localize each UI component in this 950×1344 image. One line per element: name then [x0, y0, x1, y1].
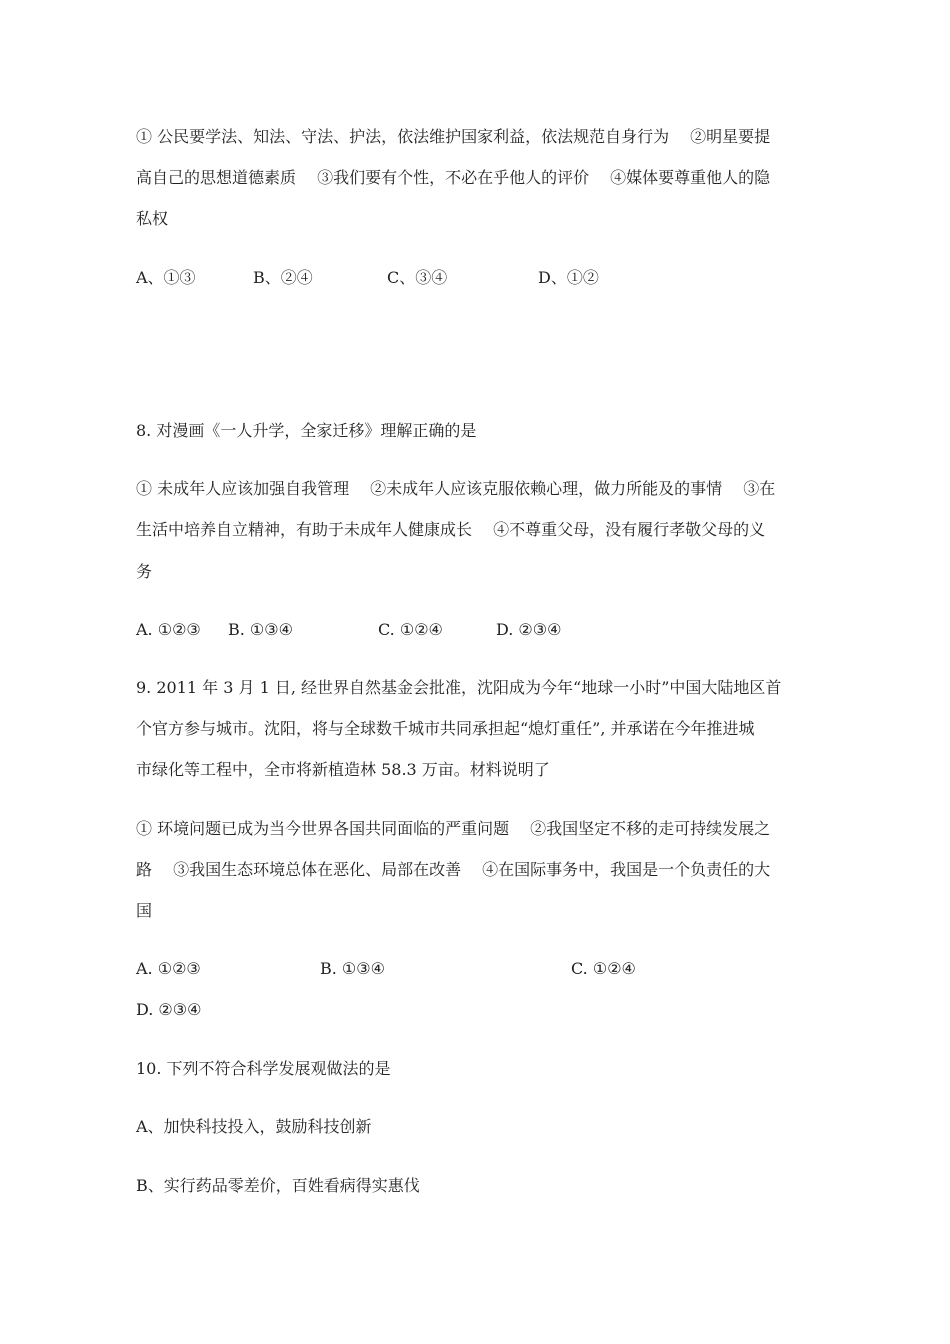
option-a: A、加快科技投入，鼓励科技创新: [136, 1117, 372, 1136]
statement-line: 路 ③我国生态环境总体在恶化、局部在改善 ④在国际事务中，我国是一个负责任的大: [136, 860, 771, 879]
option-b: B. ①③④: [228, 620, 293, 639]
statement-line: ① 公民要学法、知法、守法、护法，依法维护国家利益，依法规范自身行为 ②明星要提: [136, 127, 771, 146]
statement-line: 私权: [136, 209, 169, 228]
option-a: A. ①②③: [136, 620, 201, 639]
option-a: A、①③: [136, 268, 196, 287]
statement-line: 高自己的思想道德素质 ③我们要有个性，不必在乎他人的评价 ④媒体要尊重他人的隐: [136, 168, 771, 187]
option-b: B、②④: [253, 268, 313, 287]
option-b: B. ①③④: [320, 959, 385, 978]
question-stem: 市绿化等工程中，全市将新植造林 58.3 万亩。材料说明了: [136, 760, 550, 779]
statement-line: 务: [136, 562, 153, 581]
question-stem: 10. 下列不符合科学发展观做法的是: [136, 1059, 391, 1078]
statement-line: 国: [136, 901, 153, 920]
option-d: D. ②③④: [136, 1000, 202, 1019]
statement-line: ① 未成年人应该加强自我管理 ②未成年人应该克服依赖心理，做力所能及的事情 ③在: [136, 479, 776, 498]
option-d: D、①②: [538, 268, 599, 287]
option-b: B、实行药品零差价，百姓看病得实惠伐: [136, 1176, 420, 1195]
statement-line: ① 环境问题已成为当今世界各国共同面临的严重问题 ②我国坚定不移的走可持续发展之: [136, 819, 771, 838]
option-c: C. ①②④: [571, 959, 636, 978]
question-stem: 9. 2011 年 3 月 1 日, 经世界自然基金会批准，沈阳成为今年“地球一小时”中国大陆地区首: [136, 678, 782, 697]
option-c: C、③④: [387, 268, 448, 287]
option-a: A. ①②③: [136, 959, 201, 978]
question-stem: 8. 对漫画《一人升学，全家迁移》理解正确的是: [136, 421, 477, 440]
option-d: D. ②③④: [496, 620, 562, 639]
statement-line: 生活中培养自立精神，有助于未成年人健康成长 ④不尊重父母，没有履行孝敬父母的义: [136, 520, 766, 539]
option-c: C. ①②④: [378, 620, 443, 639]
question-stem: 个官方参与城市。沈阳，将与全球数千城市共同承担起“熄灯重任”, 并承诺在今年推进城: [136, 719, 755, 738]
